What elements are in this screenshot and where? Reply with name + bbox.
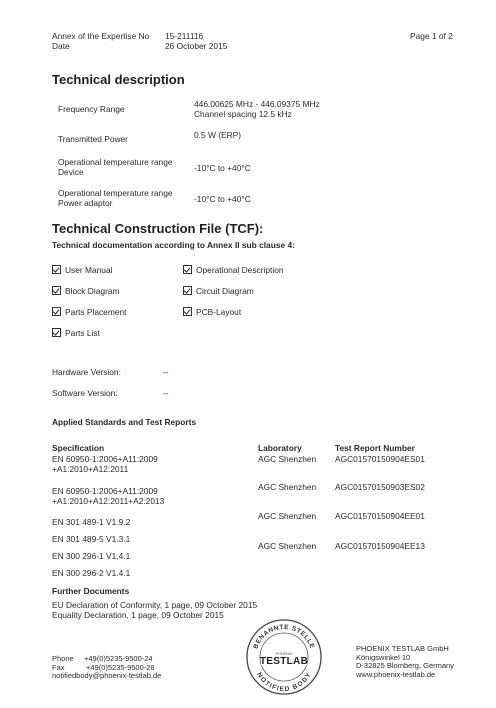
stamp-brand-small: PHOENIX xyxy=(275,652,293,656)
lab-row-1: AGC Shenzhen xyxy=(258,454,317,464)
further-documents-title: Further Documents xyxy=(52,586,130,596)
operational-temp-adaptor-value: -10°C to +40°C xyxy=(194,194,251,204)
check-circuit-diagram: Circuit Diagram xyxy=(183,286,254,296)
checkbox-checked-icon xyxy=(52,286,61,295)
further-document-line: Equality Declaration, 1 page, 09 October 2015 xyxy=(52,610,224,620)
date-label: Date xyxy=(52,41,70,51)
lab-row-2: AGC Shenzhen xyxy=(258,482,317,492)
operational-temp-label-line: Operational temperature range xyxy=(58,157,173,167)
spec-row-2 xyxy=(52,486,164,506)
hardware-version-label: Hardware Version: xyxy=(52,367,121,377)
company-block xyxy=(356,645,454,679)
phone-value: +49(0)5235-9500-24 xyxy=(84,654,153,663)
company-city: D-32825 Blomberg, Germany xyxy=(356,661,454,670)
tcf-title: Technical Construction File (TCF): xyxy=(52,221,264,236)
operational-temp-label-line: Operational temperature range xyxy=(58,188,173,198)
further-document-line: EU Declaration of Conformity, 1 page, 09 October 2015 xyxy=(52,600,258,610)
technical-description-title: Technical description xyxy=(52,72,185,87)
spec-row-3 xyxy=(52,514,130,548)
transmitted-power-value: 0.5 W (ERP) xyxy=(194,130,241,140)
power-adaptor-label-line: Power adaptor xyxy=(58,198,113,208)
stamp-seal-icon xyxy=(244,617,324,697)
page-number: Page 1 of 2 xyxy=(410,31,453,41)
spec-row-4 xyxy=(52,548,130,582)
tcf-subtitle: Technical documentation according to Annex II sub clause 4: xyxy=(52,240,295,250)
spec-line: EN 300 296-1 V1.4.1 xyxy=(52,551,131,561)
device-label-line: Device xyxy=(58,167,84,177)
contact-block xyxy=(52,655,161,681)
spec-line: EN 300 296-2 V1.4.1 xyxy=(52,568,131,578)
checkbox-checked-icon xyxy=(183,286,192,295)
further-documents-list xyxy=(52,600,257,620)
operational-temp-device-value: -10°C to +40°C xyxy=(194,163,251,173)
company-name: PHOENIX TESTLAB GmbH xyxy=(356,644,449,653)
checkbox-checked-icon xyxy=(183,265,192,274)
software-version-label: Software Version: xyxy=(52,388,118,398)
col-specification: Specification xyxy=(52,443,105,453)
lab-row-4: AGC Shenzhen xyxy=(258,541,317,551)
frequency-range-value xyxy=(194,99,320,119)
annex-number: 15-211116 xyxy=(165,31,204,41)
channel-spacing-text: Channel spacing 12.5 kHz xyxy=(194,109,292,119)
spec-line: EN 301 489-1 V1.9.2 xyxy=(52,517,131,527)
standards-title: Applied Standards and Test Reports xyxy=(52,417,197,427)
transmitted-power-label: Transmitted Power xyxy=(58,134,128,144)
check-parts-list: Parts List xyxy=(52,328,100,338)
check-block-diagram: Block Diagram xyxy=(52,286,119,296)
report-row-3: AGC01570150904EE01 xyxy=(335,511,425,521)
svg-text:NOTIFIED BODY xyxy=(255,671,313,693)
email-value: notifiedbody@phoenix-testlab.de xyxy=(52,671,162,680)
company-street: Königswinkel 10 xyxy=(356,652,411,662)
lab-row-3: AGC Shenzhen xyxy=(258,511,317,521)
frequency-range-text: 446.00625 MHz - 446.09375 MHz xyxy=(194,99,320,109)
operational-temp-adaptor-label xyxy=(58,188,173,208)
report-row-2: AGC01570150903ES02 xyxy=(335,482,425,492)
annex-label: Annex of the Expertise No xyxy=(52,31,150,41)
stamp-top-text: BENANNTE STELLE xyxy=(252,623,316,650)
check-operational-description: Operational Description xyxy=(183,265,284,275)
date-value: 26 October 2015 xyxy=(165,41,228,51)
fax-value: +49(0)5235-9500-28 xyxy=(86,662,155,672)
operational-temp-device-label xyxy=(58,157,173,177)
fax-label: Fax xyxy=(52,662,65,672)
spec-line: EN 60950-1:2006+A11:2009 xyxy=(52,454,158,464)
phone-label: Phone xyxy=(52,654,74,663)
spec-line: EN 60950-1:2006+A11:2009 xyxy=(52,486,158,496)
col-laboratory: Laboratory xyxy=(258,443,302,453)
checkbox-checked-icon xyxy=(183,307,192,316)
company-website: www.phoenix-testlab.de xyxy=(356,669,436,679)
stamp-bottom-text: NOTIFIED BODY xyxy=(255,671,313,694)
stamp-brand: TESTLAB xyxy=(259,656,309,667)
spec-line: +A1:2010+A12:2011+A2:2013 xyxy=(52,496,165,506)
col-test-report: Test Report Number xyxy=(335,443,415,453)
frequency-range-label: Frequency Range xyxy=(58,104,125,114)
spec-line: +A1:2010+A12:2011 xyxy=(52,464,129,474)
hardware-version-value: -- xyxy=(163,367,169,377)
checkbox-checked-icon xyxy=(52,265,61,274)
report-row-1: AGC01570150904ES01 xyxy=(335,454,425,464)
spec-line: EN 301 489-5 V1.3.1 xyxy=(52,534,131,544)
check-parts-placement: Parts Placement xyxy=(52,307,126,317)
spec-row-1 xyxy=(52,454,158,474)
check-user-manual: User Manual xyxy=(52,265,112,275)
check-pcb-layout: PCB-Layout xyxy=(183,307,241,317)
software-version-value: -- xyxy=(163,388,169,398)
notified-body-stamp xyxy=(244,617,324,697)
checkbox-checked-icon xyxy=(52,328,61,337)
report-row-4: AGC01570150904EE13 xyxy=(335,541,425,551)
checkbox-checked-icon xyxy=(52,307,61,316)
